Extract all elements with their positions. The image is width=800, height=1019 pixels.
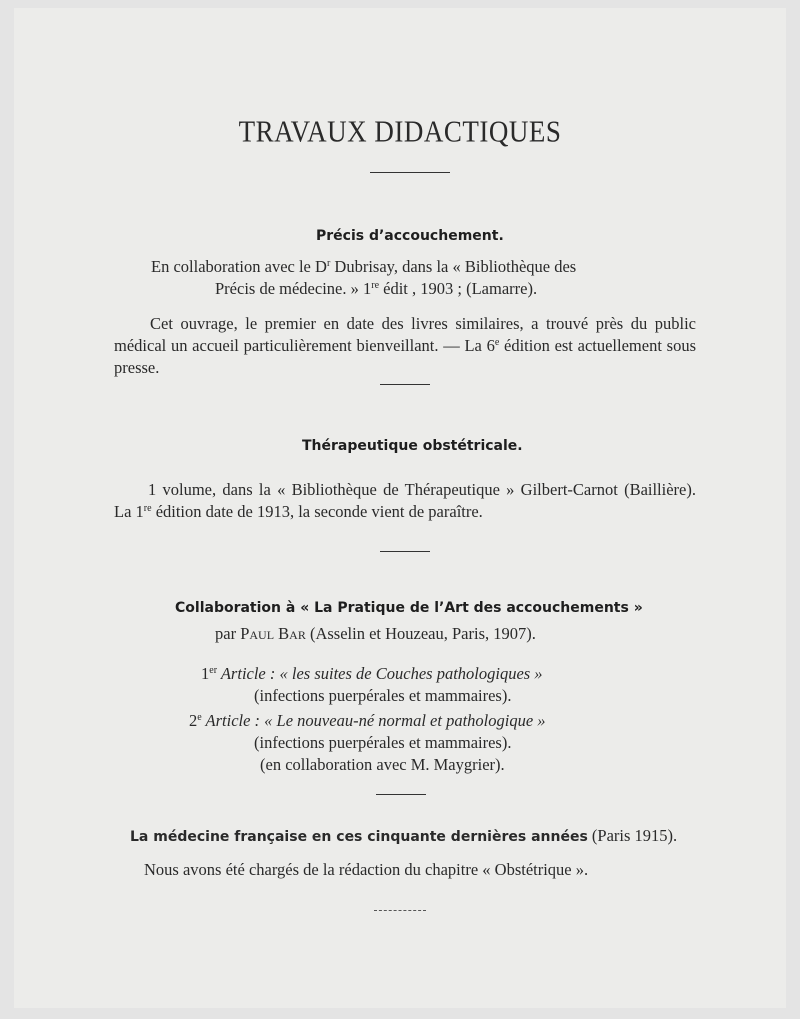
superscript: e	[197, 712, 202, 723]
text-fragment: (Asselin et Houzeau, Paris, 1907).	[305, 624, 536, 643]
text-fragment: édition est actuellement sous presse.	[114, 336, 696, 377]
section-heading-medecine: La médecine française en ces cinquante dernières années	[130, 829, 588, 845]
document-page	[14, 8, 786, 1008]
article-2-subtitle-2: (en collaboration avec M. Maygrier).	[260, 755, 505, 774]
text-fragment: par	[215, 624, 241, 643]
section-collaboration-byline	[215, 624, 536, 644]
text-fragment: 2	[189, 711, 198, 730]
text-fragment: Cet ouvrage, le premier en date des livres similaires, a trouvé près du public médical un accueil particulièrement bienveillant. — La 6	[114, 314, 696, 355]
section-therapeutique-paragraph	[114, 479, 696, 523]
section-divider	[380, 384, 430, 385]
superscript: re	[143, 503, 152, 514]
article-2-title	[189, 711, 546, 731]
text-fragment: Article : « Le nouveau-né normal et pathologique »	[201, 711, 546, 730]
section-heading-precis: Précis d’accouchement.	[316, 228, 504, 244]
article-2-subtitle-1: (infections puerpérales et mammaires).	[254, 733, 512, 752]
article-1-subtitle: (infections puerpérales et mammaires).	[254, 686, 512, 705]
section-precis-paragraph	[114, 313, 696, 379]
section-divider	[376, 794, 426, 795]
section-medecine-heading	[130, 826, 677, 846]
section-divider	[380, 551, 430, 552]
text-fragment: 1 volume, dans la « Bibliothèque de Thérapeutique » Gilbert-Carnot (Baillière). La 1	[114, 480, 696, 521]
superscript: r	[326, 258, 331, 269]
article-1-title	[201, 664, 543, 684]
text-fragment: En collaboration avec le D	[151, 257, 327, 276]
text-fragment: (Paris 1915).	[587, 826, 678, 845]
text-fragment: édition date de 1913, la seconde vient de paraître.	[151, 502, 483, 521]
section-medecine-line: Nous avons été chargés de la rédaction du chapitre « Obstétrique ».	[144, 860, 589, 879]
section-heading-therapeutique: Thérapeutique obstétricale.	[302, 438, 523, 454]
author-name: Paul Bar	[240, 624, 306, 643]
text-fragment: Précis de médecine. » 1	[215, 279, 372, 298]
text-fragment: Article : « les suites de Couches pathologiques »	[217, 664, 543, 683]
text-fragment: 1	[201, 664, 210, 683]
text-fragment: édit , 1903 ; (Lamarre).	[379, 279, 538, 298]
superscript: e	[494, 337, 500, 348]
section-heading-collaboration: Collaboration à « La Pratique de l’Art des accouchements »	[175, 600, 643, 616]
title-divider	[370, 172, 450, 173]
superscript: re	[371, 280, 380, 291]
superscript: er	[209, 665, 218, 676]
end-divider	[374, 910, 426, 911]
section-precis-line-1	[151, 257, 576, 277]
section-precis-line-2	[215, 279, 537, 299]
text-fragment: Dubrisay, dans la « Bibliothèque des	[330, 257, 577, 276]
page-title: TRAVAUX DIDACTIQUES	[238, 113, 562, 149]
